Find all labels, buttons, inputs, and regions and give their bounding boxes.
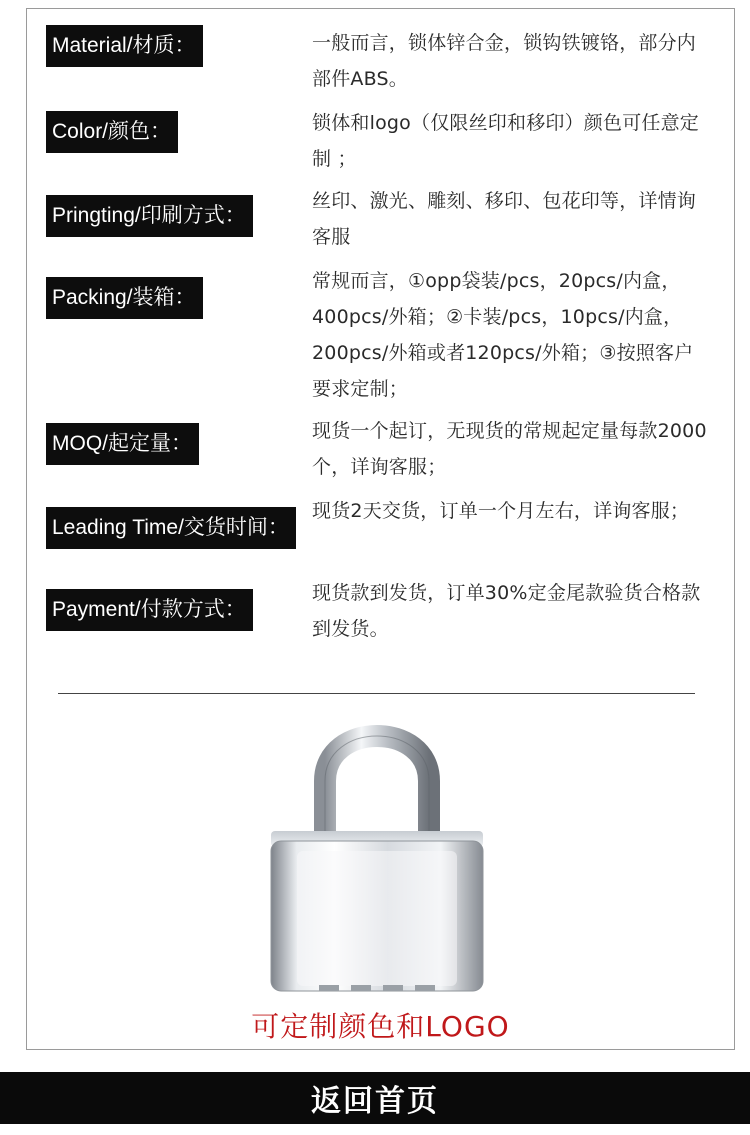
spec-value: 现货款到发货，订单30%定金尾款验货合格款到发货。 xyxy=(312,582,701,640)
product-spec-panel xyxy=(26,8,735,1050)
padlock-icon xyxy=(257,701,497,1001)
spec-value: 现货2天交货，订单一个月左右，详询客服； xyxy=(312,500,690,522)
padlock-image xyxy=(257,701,497,1001)
spec-value: 现货一个起订，无现货的常规起定量每款2000个，详询客服； xyxy=(312,420,707,478)
spec-label: Leading Time/交货时间： xyxy=(46,507,296,549)
spec-value: 丝印、激光、雕刻、移印、包花印等，详情询客服 xyxy=(312,190,697,248)
spec-label: MOQ/起定量： xyxy=(46,423,199,465)
spec-label: Payment/付款方式： xyxy=(46,589,253,631)
back-home-button[interactable]: 返回首页 xyxy=(311,1084,439,1119)
back-home-bar[interactable] xyxy=(0,1072,750,1124)
spec-label: Packing/装箱： xyxy=(46,277,203,319)
spec-value: 锁体和logo（仅限丝印和移印）颜色可任意定制 ； xyxy=(312,112,699,170)
divider xyxy=(58,693,695,694)
spec-label: Material/材质： xyxy=(46,25,203,67)
spec-value: 常规而言，①opp袋装/pcs，20pcs/内盒，400pcs/外箱；②卡装/pcs，10pcs/内盒，200pcs/外箱或者120pcs/外箱；③按照客户要求定制； xyxy=(312,270,694,400)
spec-label: Pringting/印刷方式： xyxy=(46,195,253,237)
customization-caption: 可定制颜色和LOGO xyxy=(251,1010,510,1043)
spec-value: 一般而言，锁体锌合金，锁钩铁镀铬，部分内部件ABS。 xyxy=(312,32,697,90)
spec-label: Color/颜色： xyxy=(46,111,178,153)
